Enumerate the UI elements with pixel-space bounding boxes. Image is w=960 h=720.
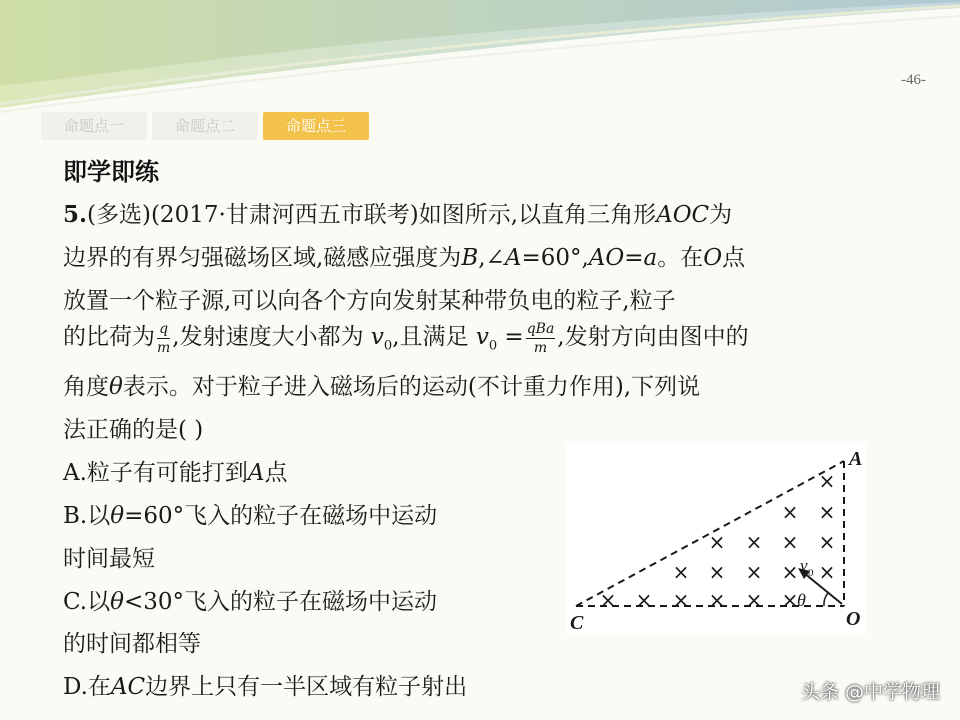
text: ,发射速度大小都为 xyxy=(172,324,371,350)
svg-text:×: × xyxy=(818,469,836,493)
text: 的比荷为 xyxy=(63,324,155,350)
math-text: AO xyxy=(588,245,625,271)
question-line-1 xyxy=(63,196,732,229)
page-number: -46- xyxy=(901,72,926,88)
svg-text:×: × xyxy=(745,588,763,612)
text: 边界的有界匀强磁场区域,磁感应强度为 xyxy=(63,245,462,271)
text: D.在 xyxy=(63,674,111,700)
tab-topic-1[interactable]: 命题点一 xyxy=(41,112,147,140)
fraction-numerator: q xyxy=(157,320,170,339)
svg-text:×: × xyxy=(708,530,726,554)
math-text: θ xyxy=(109,374,123,400)
math-text: v xyxy=(475,324,489,350)
text: 边界上只有一半区域有粒子射出 xyxy=(145,674,468,700)
question-line-3: 放置一个粒子源,可以向各个方向发射某种带负电的粒子,粒子 xyxy=(63,288,676,314)
text: = xyxy=(497,324,524,350)
svg-text:×: × xyxy=(781,560,799,584)
text: A.粒子有可能打到 xyxy=(63,460,248,486)
label-v-subscript: 0 xyxy=(808,567,814,579)
text: 点 xyxy=(722,245,746,271)
label-theta: θ xyxy=(797,590,806,610)
option-d xyxy=(63,668,467,701)
tab-topic-2[interactable]: 命题点二 xyxy=(152,112,258,140)
section-heading: 即学即练 xyxy=(63,158,159,186)
svg-text:×: × xyxy=(781,500,799,524)
option-c xyxy=(63,583,437,616)
question-line-6: 法正确的是( ) xyxy=(63,417,204,443)
triangle-field-diagram xyxy=(566,443,866,635)
fraction-numerator: qBa xyxy=(526,320,555,337)
text: 角度 xyxy=(63,374,109,400)
label-a: A xyxy=(849,448,863,470)
option-b-continued: 时间最短 xyxy=(63,546,155,572)
svg-text:×: × xyxy=(781,530,799,554)
svg-text:×: × xyxy=(672,560,690,584)
text: C.以 xyxy=(63,589,111,615)
math-text: AC xyxy=(110,674,146,700)
subscript: 0 xyxy=(488,338,498,354)
question-line-5 xyxy=(63,368,700,401)
text: B.以 xyxy=(63,503,111,529)
fraction-qBa-over-m xyxy=(526,320,556,357)
svg-text:×: × xyxy=(672,588,690,612)
question-line-2 xyxy=(63,239,745,272)
question-number: 5. xyxy=(63,201,88,228)
header-wave-decoration xyxy=(0,0,960,120)
tab-topic-3[interactable]: 命题点三 xyxy=(263,112,369,140)
svg-text:×: × xyxy=(599,588,617,612)
option-c-continued: 的时间都相等 xyxy=(63,631,201,657)
fraction-denominator: m xyxy=(533,339,548,356)
label-o: O xyxy=(846,608,861,630)
math-text: B xyxy=(461,245,479,271)
text: =60°, xyxy=(521,245,589,271)
svg-text:×: × xyxy=(818,560,836,584)
text: = xyxy=(624,245,644,271)
subscript: 0 xyxy=(383,338,393,354)
svg-text:×: × xyxy=(708,560,726,584)
svg-text:×: × xyxy=(781,588,799,612)
math-text: a xyxy=(643,245,658,271)
text: ,发射方向由图中的 xyxy=(557,324,749,350)
question-line-4 xyxy=(63,318,749,357)
topic-tabs xyxy=(41,112,369,140)
math-text: A xyxy=(504,245,522,271)
text: 。在 xyxy=(657,245,704,271)
text: 点 xyxy=(264,460,288,486)
text: 为 xyxy=(709,202,733,228)
text: 表示。对于粒子进入磁场后的运动(不计重力作用),下列说 xyxy=(122,374,701,400)
text: ,且满足 xyxy=(392,324,476,350)
label-c: C xyxy=(570,612,584,634)
text: <30°飞入的粒子在磁场中运动 xyxy=(123,589,437,615)
math-text: θ xyxy=(110,503,125,529)
text: ,∠ xyxy=(478,245,505,271)
option-a xyxy=(63,454,288,487)
text: =60°飞入的粒子在磁场中运动 xyxy=(124,503,438,529)
math-text: A xyxy=(247,460,265,486)
text: (多选)(2017·甘肃河西五市联考)如图所示,以直角三角形 xyxy=(87,202,657,228)
math-text: AOC xyxy=(656,202,710,228)
svg-text:×: × xyxy=(818,500,836,524)
fraction-q-over-m xyxy=(157,320,170,357)
watermark: 头条 @中学物理 xyxy=(800,681,940,703)
math-text: v xyxy=(370,324,384,350)
svg-text:×: × xyxy=(635,588,653,612)
svg-text:×: × xyxy=(745,530,763,554)
fraction-denominator: m xyxy=(157,339,171,356)
svg-text:×: × xyxy=(818,530,836,554)
label-v: v xyxy=(800,556,808,575)
svg-text:×: × xyxy=(708,588,726,612)
svg-text:×: × xyxy=(745,560,763,584)
math-text: θ xyxy=(110,589,124,615)
math-text: O xyxy=(703,245,723,271)
option-b xyxy=(63,497,437,530)
